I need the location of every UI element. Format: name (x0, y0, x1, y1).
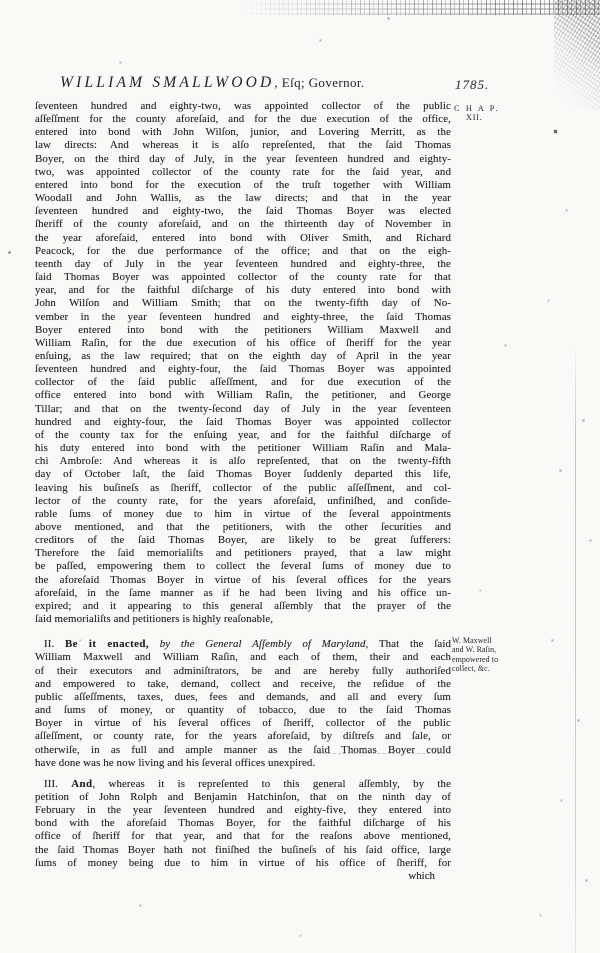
text-line: ſaid Thomas Boyer was appointed collector of the county rate for that (35, 271, 451, 284)
enacting-phrase: Be it enacted, (65, 638, 149, 651)
text-line: and empowered to take, demand, collect and receive, the reſidue of the (35, 677, 451, 690)
paragraph-2-lines (35, 651, 451, 769)
text-line: the aforeſaid Thomas Boyer in virtue of his ſeveral offices for the years (35, 573, 451, 586)
text-line: bond with the aforeſaid Thomas Boyer, for the faithful diſcharge of his (35, 817, 451, 830)
text-line: the year aforeſaid, entered into bond with Oliver Smith, and Richard (35, 231, 451, 244)
text-line: creditors of the ſaid Thomas Boyer, are likely to be great ſufferers: (35, 534, 451, 547)
text-line: Boyer, on the third day of July, in the year ſeventeen hundred and eighty- (35, 152, 451, 165)
text-line: ſeventeen hundred and eighty-two, was appointed collector of the public (35, 100, 451, 112)
text-line: aſſeſſment, or county rate, for the years aforeſaid, by diſtreſs and ſale, or (35, 730, 451, 743)
governor-name: WILLIAM SMALLWOOD (60, 74, 275, 91)
text-line: William Raſin, for the due execution of his office of ſheriff for the year (35, 336, 451, 349)
text-line: collector of the ſaid public aſſeſſment, and for due execution of the (35, 376, 451, 389)
text-line: petition of John Rolph and Benjamin Hatchinſon, that on the ninth day of (35, 790, 451, 803)
text-line: of their executors and adminiſtrators, be and are hereby fully authoriſed (35, 664, 451, 677)
text-line: ſeventeen hundred and eighty-four, the ſaid Thomas Boyer was appointed (35, 363, 451, 376)
text-line: Boyer in virtue of his ſeveral offices of ſheriff, collector of the public (35, 717, 451, 730)
chapter-label: C H A P. (454, 104, 500, 113)
year-label: 1785. (455, 77, 490, 92)
section-numeral-ii: II. (44, 638, 65, 651)
text-line: and ſums of money, or quantity of tobacco, due to the ſaid Thomas (35, 704, 451, 717)
text-line: Woodall and John Wallis, as the law directs; and that in the year (35, 192, 451, 205)
paragraph-section-3 (35, 778, 451, 870)
text-line: Therefore the ſaid memorialiſts and petitioners prayed, that a law might (35, 547, 451, 560)
paragraph-3-lines (35, 791, 451, 870)
text-line: of the county tax for the enſuing year, and for the faithful diſcharge of (35, 428, 451, 441)
text-line: otherwiſe, in as full and ample manner as the ſaid Thomas Boyer could (35, 743, 451, 756)
chapter-marginal-note (454, 104, 500, 122)
text-line: day of October laſt, the ſaid Thomas Boyer ſuddenly departed this life, (35, 468, 451, 481)
text-line: February in the year ſeventeen hundred and eighty-five, they entered into (35, 804, 451, 817)
text-line: Tillar; and that on the twenty-ſecond day of July in the year ſeventeen (35, 402, 451, 415)
text-line: his duty entered into bond with the petitioner William Raſin and Mala- (35, 442, 451, 455)
text-line: Boyer entered into bond with the petitioners William Maxwell and (35, 323, 451, 336)
text-line: John Wilſon and William Smith; that on the twenty-fifth day of No- (35, 297, 451, 310)
text-line: two, was appointed collector of the county rate for the ſaid year, and (35, 165, 451, 178)
text-line: ſeventeen hundred and eighty-two, the ſaid Thomas Boyer was elected (35, 205, 451, 218)
line-rest: , whereas it is repreſented to this general aſſembly, by the (92, 777, 451, 790)
text-line: W. Maxwell (452, 636, 492, 645)
text-line: enſuing, as the law required; that on the eighth day of April in the year (35, 349, 451, 362)
text-line: have done was he now living and his ſeveral offices unexpired. (35, 756, 316, 769)
text-line: be paſſed, empowering them to collect the ſeveral ſums of money due to (35, 560, 451, 573)
running-header (60, 74, 365, 92)
text-line: lector of the county rate, for the years aforeſaid, unfiniſhed, and conſide- (35, 494, 451, 507)
paper-specks (0, 0, 1, 1)
scan-noise-corner (554, 0, 600, 110)
chapter-number: XII. (466, 113, 483, 122)
section-numeral-iii: III. (44, 777, 72, 790)
text-line: office entered into bond with William Raſin, the petitioner, and George (35, 389, 451, 402)
text-line: leaving his buſineſs as ſheriff, collector of the public aſſeſſment, and col- (35, 481, 451, 494)
text-line: ſheriff of the county aforeſaid, and on the thirteenth day of November in (35, 218, 451, 231)
text-line: and W. Raſin, (452, 645, 497, 655)
governor-title-suffix: , Eſq; Governor. (274, 75, 365, 90)
text-line: entered into bond with John Wilſon, junior, and Lovering Merritt, as the (35, 126, 451, 139)
page-fold-line (575, 345, 576, 953)
text-line: entered into bond for the execution of the truſt together with William (35, 178, 451, 191)
text-line: chi Ambroſe: And whereas it is alſo repreſented, that on the twenty-fifth (35, 455, 451, 468)
text-line: above mentioned, and that the petitioners, with the other ſecurities and (35, 521, 451, 533)
text-line: the ſaid Thomas Boyer hath not finiſhed the buſineſs of his ſaid office, large (35, 843, 451, 856)
enacting-clause-line (35, 638, 451, 651)
text-line: hundred and eighty-four, the ſaid Thomas Boyer was appointed collector (35, 415, 451, 428)
text-line: aſſeſſment for the county aforeſaid, and for the due execution of the office, (35, 113, 451, 126)
and-phrase: And (71, 777, 93, 790)
text-line: year, and for the faithful diſcharge of his duty entered into bond with (35, 284, 451, 297)
main-text-block (35, 100, 451, 883)
section-3-first-line (35, 778, 451, 791)
text-line: William Maxwell and William Raſin, and each of them, their and each (35, 651, 451, 664)
text-line: aforeſaid, in the ſame manner as if he had been living and his office un- (35, 586, 451, 599)
text-line: law directs: And whereas it is alſo repreſented, that the ſaid Thomas (35, 139, 451, 152)
text-line: Peacock, for the due performance of the office; and that on the eigh- (35, 244, 451, 257)
marginal-note-maxwell-rasin (452, 636, 532, 674)
text-line: empowered to (452, 654, 499, 664)
text-line: collect, &c. (452, 664, 490, 674)
text-line: teenth day of July in the year ſeventeen hundred and eighty-three, the (35, 257, 451, 270)
text-line: vember in the year ſeventeen hundred and eighty-three, the ſaid Thomas (35, 310, 451, 323)
text-line: ſaid memorialiſts and petitioners is highly reaſonable, (35, 613, 274, 626)
paragraph-continuation (35, 100, 451, 626)
assembly-phrase: by the General Aſſembly of Maryland, (149, 638, 369, 651)
catchword: which (408, 869, 435, 882)
text-line: rable ſums of money due to him in virtue of the ſeveral appointments (35, 507, 451, 520)
paragraph-section-2 (35, 638, 451, 770)
text-line: office of ſheriff for that year, and that for the reaſons above mentioned, (35, 830, 451, 843)
scan-noise-top-edge (0, 0, 600, 15)
text-line: expired; and it appearing to this general aſſembly that the prayer of the (35, 599, 451, 612)
text-line: ſums of money being due to him in virtue of his office of ſheriff, for (35, 856, 451, 869)
text-line: public aſſeſſments, taxes, dues, fees and demands, and all and every ſum (35, 690, 451, 703)
line-rest: That the ſaid (368, 638, 451, 651)
